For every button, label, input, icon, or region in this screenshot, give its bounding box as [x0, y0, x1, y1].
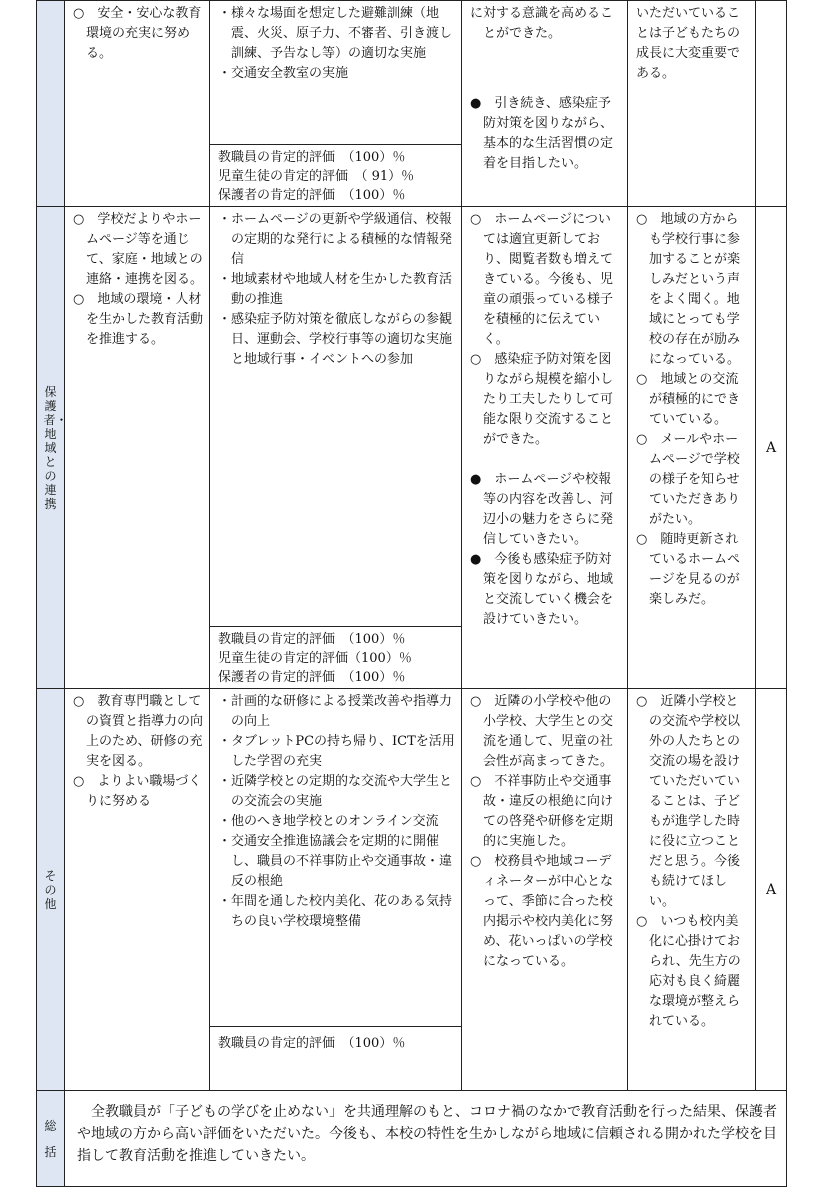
summary-text: 全教職員が「子どもの学びを止めない」を共通理解のもと、コロナ禍のなかで教育活動を行った結果、保護者や地域の方から高い評価をいただいた。今後も、本校の特性を生かしながら地域に信頼される開かれた学校を目指して教育活動を推進していきたい。: [77, 1104, 777, 1164]
action-item: ・感染症予防対策を徹底しながらの参観日、運動会、学校行事等の適切な実施と地域行事・イベントへの参加: [218, 312, 453, 367]
summary-label-cell: [37, 1091, 65, 1187]
result-item: ● ホームページや校報等の内容を改善し、河辺小の魅力をさらに発信していきたい。: [470, 472, 614, 547]
opinion-item: ○ いつも校内美化に心掛けておられ、先生方の応対も良く綺麗な環境が整えられている。: [636, 914, 741, 1029]
goal-item: ○ 教育専門職としての資質と指導力の向上のため、研修の充実を図る。: [73, 694, 204, 769]
opinion-item: ○ 近隣小学校との交流や学校以外の人たちとの交流の場を設けていただいていることは、子どもが進学した時に役に立つことだと思う。今後も続けてほしい。: [636, 694, 741, 909]
table-row-other: [37, 689, 787, 1091]
action-item: ・計画的な研修による授業改善や指導力の向上: [218, 694, 453, 729]
action-item: ・地域素材や地域人材を生かした教育活動の推進: [218, 272, 453, 307]
action-cell: [210, 689, 462, 1091]
table-row-community: [37, 207, 787, 689]
result-item: ○ 不祥事防止や交通事故・違反の根絶に向けての啓発や研修を定期的に実施した。: [470, 774, 614, 849]
rating-teachers: 教職員の肯定的評価 （100）％: [218, 632, 406, 647]
rating-teachers: 教職員の肯定的評価 （100）％: [218, 150, 406, 165]
goal-cell: [65, 689, 210, 1091]
result-cell: [462, 1, 628, 207]
action-cell: [210, 1, 462, 207]
result-item: ○ ホームページについては適宜更新しており、閲覧者数も増えてきている。今後も、児童の頑張っている様子を積極的に伝えていく。: [470, 212, 614, 347]
action-item: ・交通安全教室の実施: [218, 66, 349, 81]
rating-parents: 保護者の肯定的評価 （100）％: [218, 670, 406, 685]
result-item: ○ 感染症予防対策を図りながら規模を縮小したり工夫したりして可能な限り交流することができた。: [470, 352, 614, 447]
summary-cell: [65, 1091, 787, 1187]
goal-item: ○ 地域の環境・人材を生かした教育活動を推進する。: [73, 292, 204, 347]
opinion-item: いただいていることは子どもたちの成長に大変重要である。: [636, 6, 741, 81]
result-cell: [462, 689, 628, 1091]
action-item: ・タブレットPCの持ち帰り、ICTを活用した学習の充実: [218, 734, 455, 769]
result-item: ● 今後も感染症予防対策を図りながら、地域と交流していく機会を設けていきたい。: [470, 552, 614, 627]
opinion-cell: [628, 207, 756, 689]
goal-cell: [65, 207, 210, 689]
table-row-safety: [37, 1, 787, 207]
category-cell: [37, 1, 65, 207]
result-item: に対する意識を高めることができた。: [470, 6, 614, 41]
summary-label: 総括: [44, 1118, 57, 1159]
category-label: その他: [44, 868, 57, 911]
category-label: 保護者・地域との連携: [43, 384, 68, 511]
result-item: ● 引き続き、感染症予防対策を図りながら、基本的な生活習慣の定着を目指したい。: [470, 96, 614, 171]
opinion-item: ○ 地域との交流が積極的にできていている。: [636, 372, 741, 427]
action-item: ・他のへき地学校とのオンライン交流: [218, 814, 439, 829]
goal-item: ○ 学校だよりやホームページ等を通じて、家庭・地域との連絡・連携を図る。: [73, 212, 204, 287]
action-item: ・交通安全推進協議会を定期的に開催し、職員の不祥事防止や交通事故・違反の根絶: [218, 834, 453, 889]
rating-teachers: 教職員の肯定的評価 （100）％: [218, 1036, 406, 1051]
opinion-cell: [628, 689, 756, 1091]
rating-block: [210, 1026, 461, 1090]
evaluation-cell: [756, 1, 787, 207]
goal-cell: [65, 1, 210, 207]
opinion-item: ○ 随時更新されているホームページを見るのが楽しみだ。: [636, 532, 741, 607]
action-item: ・ホームページの更新や学級通信、校報の定期的な発行による積極的な情報発信: [218, 212, 453, 267]
rating-block: [210, 626, 461, 688]
opinion-cell: [628, 1, 756, 207]
rating-students: 児童生徒の肯定的評価 （ 91）％: [218, 169, 415, 184]
action-item: ・近隣学校との定期的な交流や大学生との交流会の実施: [218, 774, 453, 809]
evaluation-cell: A: [756, 207, 787, 689]
category-cell: [37, 207, 68, 689]
rating-block: [210, 144, 461, 206]
opinion-item: ○ 地域の方からも学校行事に参加することが楽しみだという声をよく聞く。地域にとっても学校の存在が励みになっている。: [636, 212, 741, 367]
evaluation-cell: A: [756, 689, 787, 1091]
rating-students: 児童生徒の肯定的評価（100）％: [218, 651, 412, 666]
opinion-item: ○ メールやホームページで学校の様子を知らせていただきありがたい。: [636, 432, 741, 527]
category-cell: [37, 689, 65, 1091]
action-item: ・様々な場面を想定した避難訓練（地震、火災、原子力、不審者、引き渡し訓練、予告なし等）の適切な実施: [218, 6, 453, 61]
result-cell: [462, 207, 628, 689]
rating-parents: 保護者の肯定的評価 （100）％: [218, 188, 406, 203]
action-item: ・年間を通した校内美化、花のある気持ちの良い学校環境整備: [218, 894, 453, 929]
action-cell: [210, 207, 462, 689]
result-item: ○ 校務員や地域コーディネーターが中心となって、季節に合った校内掲示や校内美化に努め、花いっぱいの学校になっている。: [470, 854, 614, 969]
goal-item: ○ 安全・安心な教育環境の充実に努める。: [73, 6, 202, 61]
summary-row: [37, 1091, 787, 1187]
evaluation-table: [36, 0, 787, 1187]
goal-item: ○ よりよい職場づくりに努める: [73, 774, 202, 809]
result-item: ○ 近隣の小学校や他の小学校、大学生との交流を通して、児童の社会性が高まってきた。: [470, 694, 614, 769]
